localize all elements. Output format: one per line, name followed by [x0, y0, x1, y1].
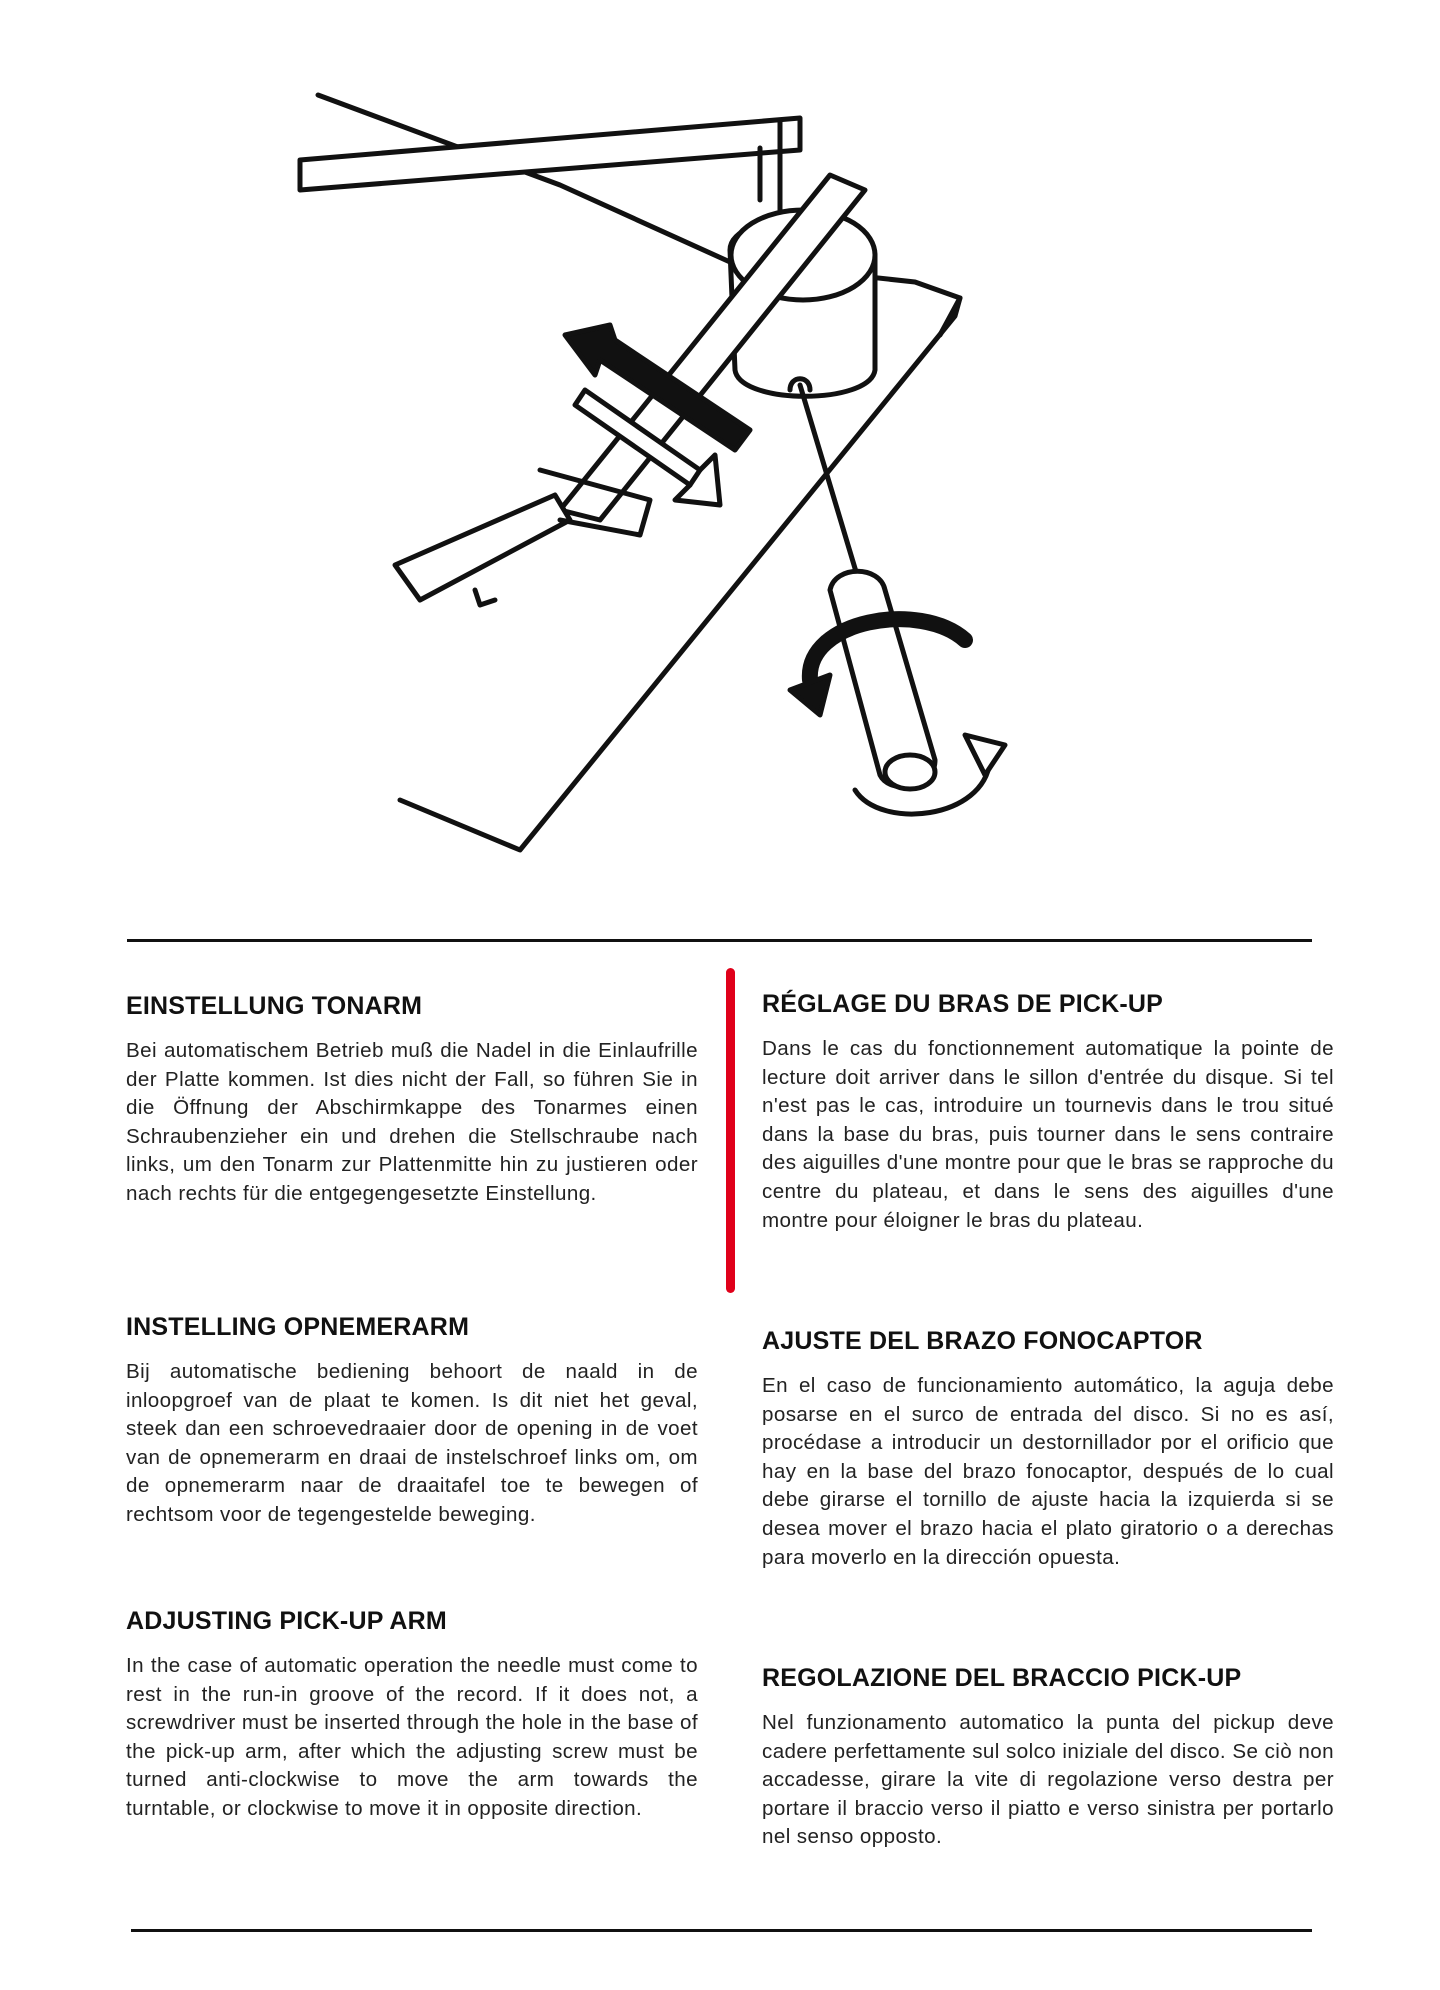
- section-heading: REGOLAZIONE DEL BRACCIO PICK-UP: [762, 1664, 1242, 1692]
- section-spanish: [762, 1327, 1334, 1572]
- section-body: Bij automatische bediening behoort de naald in de inloopgroef van de plaat te komen. Is dit niet het geval, steek dan een schroevedraaier door de opening in de voet van de opnemerarm en draai de instelschroef links om, om de opnemerarm naar de draaitafel toe te bewegen of rechtsom voor de tegengestelde beweging.: [126, 1360, 698, 1526]
- top-divider: [127, 939, 1312, 942]
- section-heading: ADJUSTING PICK-UP ARM: [126, 1607, 447, 1635]
- section-italian: [762, 1664, 1334, 1852]
- tonearm-adjustment-illustration: [0, 0, 1440, 900]
- section-body: Bei automatischem Betrieb muß die Nadel in die Einlaufrille der Platte kommen. Ist dies nicht der Fall, so führen Sie in die Öffnung der Abschirmkappe des Tonarmes einen Schraubenzieher ein und drehen die Stellschraube nach links, um den Tonarm zur Plattenmitte hin zu justieren oder nach rechts für die entgegengesetzte Einstellung.: [126, 1039, 698, 1205]
- section-heading: AJUSTE DEL BRAZO FONOCAPTOR: [762, 1327, 1203, 1355]
- section-french: [762, 990, 1334, 1235]
- section-body: Dans le cas du fonctionnement automatique la pointe de lecture doit arriver dans le sillon d'entrée du disque. Si tel n'est pas le cas, introduire un tournevis dans le trou situé dans la base du bras, puis tourner dans le sens contraire des aiguilles d'une montre pour que le bras se rapproche du centre du plateau, et dans le sens des aiguilles d'une montre pour éloigner le bras du plateau.: [762, 1037, 1334, 1232]
- screwdriver-shaft: [800, 385, 860, 585]
- section-heading: INSTELLING OPNEMERARM: [126, 1313, 470, 1341]
- bottom-divider: [131, 1929, 1312, 1932]
- red-highlight-mark: [726, 968, 735, 1293]
- section-body: En el caso de funcionamiento automático, la aguja debe posarse en el surco de entrada del disco. Si no es así, procédase a introducir un destornillador por el orificio que hay en la base del brazo fonocaptor, después de lo cual debe girarse el tornillo de ajuste hacia la izquierda si se desea mover el brazo hacia el plato giratorio o a derechas para moverlo en la dirección opuesta.: [762, 1374, 1334, 1569]
- section-body: Nel funzionamento automatico la punta del pickup deve cadere perfettamente sul solco iniziale del disco. Se ciò non accadesse, girare la vite di regolazione verso destra per portare il braccio verso il piatto e verso sinistra per portarlo nel senso opposto.: [762, 1711, 1334, 1849]
- section-dutch: [126, 1313, 698, 1530]
- section-body: In the case of automatic operation the needle must come to rest in the run-in groove of the record. If it does not, a screwdriver must be inserted through the hole in the base of the pick-up arm, after which the adjusting screw must be turned anti-clockwise to move the arm towards the turntable, or clockwise to move it in opposite direction.: [126, 1654, 698, 1820]
- headshell: [395, 495, 570, 600]
- section-english: [126, 1607, 698, 1824]
- section-heading: EINSTELLUNG TONARM: [126, 992, 423, 1020]
- section-german: [126, 992, 698, 1209]
- section-heading: RÉGLAGE DU BRAS DE PICK-UP: [762, 990, 1164, 1018]
